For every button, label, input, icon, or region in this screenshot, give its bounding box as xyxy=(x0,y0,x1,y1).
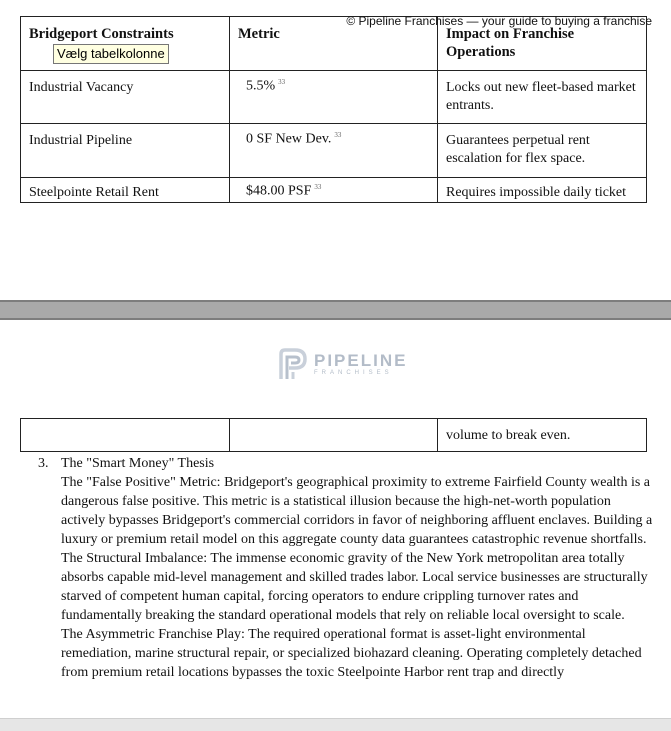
page-separator xyxy=(0,300,671,320)
header-constraints[interactable]: Bridgeport Constraints xyxy=(21,17,230,71)
cell-constraint[interactable] xyxy=(21,419,230,452)
cell-constraint[interactable]: Steelpointe Retail Rent xyxy=(21,178,230,203)
numbered-list xyxy=(38,454,658,682)
cell-impact[interactable]: Guarantees perpetual rent escalation for flex space. xyxy=(438,124,647,178)
header-impact[interactable]: Impact on Franchise Operations xyxy=(438,17,647,71)
header-metric[interactable]: Metric xyxy=(230,17,438,71)
horizontal-scrollbar[interactable] xyxy=(0,718,671,731)
cell-impact[interactable]: Requires impossible daily ticket xyxy=(438,178,647,203)
cell-metric[interactable] xyxy=(230,419,438,452)
list-item[interactable] xyxy=(61,454,658,682)
list-number: 3. xyxy=(38,456,49,471)
select-column-tooltip: Vælg tabelkolonne xyxy=(53,44,169,64)
paragraph-asymmetric-play: The Asymmetric Franchise Play: The required operational format is asset-light environmental remediation, marine structural repair, or specialized biohazard cleaning. Operating completely detached from premium retail locations bypasses the toxic Steelpointe Harbor rent trap and directly xyxy=(61,627,642,680)
cell-metric[interactable]: 0 SF New Dev. $^{33}$ xyxy=(230,124,438,178)
table-row xyxy=(21,178,647,203)
document-page-1 xyxy=(0,0,671,300)
document-page-2 xyxy=(0,320,671,718)
cell-constraint[interactable]: Industrial Pipeline xyxy=(21,124,230,178)
pipeline-logo-icon xyxy=(278,348,308,380)
reference-mark: 33 xyxy=(278,78,286,86)
paragraph-false-positive: The "False Positive" Metric: Bridgeport's geographical proximity to extreme Fairfield County wealth is a dangerous false positive. This metric is a statistical illusion because the high-net-worth population actively bypasses Bridgeport's commercial corridors in favor of neighboring affluent enclaves. Building a luxury or premium retail model on this aggregate county data guarantees catastrophic revenue shortfalls. xyxy=(61,475,653,547)
section-title: The "Smart Money" Thesis xyxy=(61,456,215,471)
cell-impact[interactable]: volume to break even. xyxy=(438,419,647,452)
cell-metric[interactable]: $48.00 PSF $^{33}$ xyxy=(230,178,438,203)
logo-name: PIPELINE xyxy=(314,350,408,370)
watermark-text: © Pipeline Franchises — your guide to buying a franchise xyxy=(346,14,652,28)
cell-metric[interactable]: 5.5% $^{33}$ xyxy=(230,71,438,124)
reference-mark: 33 xyxy=(334,131,342,139)
logo-subtitle: FRANCHISES xyxy=(314,369,393,376)
table-row xyxy=(21,124,647,178)
paragraph-structural-imbalance: The Structural Imbalance: The immense economic gravity of the New York metropolitan area totally absorbs capable mid-level management and skilled trades labor. Local service businesses are structurally starved of competent human capital, forcing operators to endure crippling turnover rates and fundamentally breaking the standard operational models that rely on reliable local oversight to scale. xyxy=(61,551,648,623)
cell-impact[interactable]: Locks out new fleet-based market entrants. xyxy=(438,71,647,124)
reference-mark: 33 xyxy=(314,183,322,191)
cell-constraint[interactable]: Industrial Vacancy xyxy=(21,71,230,124)
constraints-table-continued xyxy=(20,418,647,452)
table-row xyxy=(21,71,647,124)
table-row xyxy=(21,419,647,452)
pipeline-logo xyxy=(278,348,407,380)
